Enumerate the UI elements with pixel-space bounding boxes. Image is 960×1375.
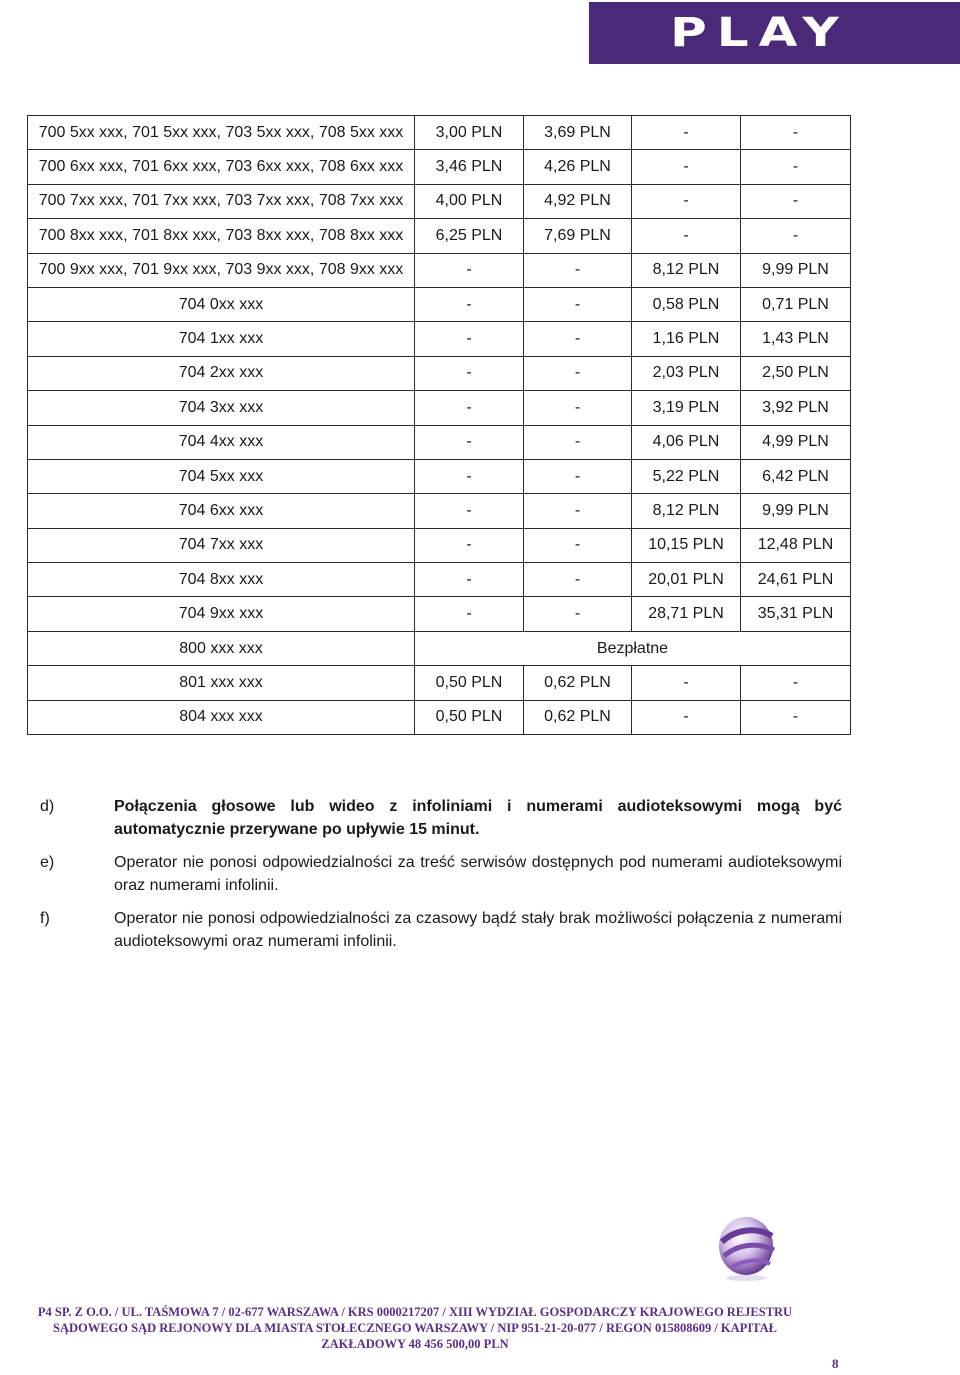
table-cell: 8,12 PLN — [632, 494, 741, 528]
table-cell: 8,12 PLN — [632, 253, 741, 287]
table-cell: - — [415, 494, 524, 528]
note-text: Operator nie ponosi odpowiedzialności za czasowy bądź stały brak możliwości połączenia z numerami audioteksowymi oraz numerami infolinii. — [114, 910, 842, 950]
table-cell: 0,50 PLN — [415, 700, 524, 734]
table-cell: 3,19 PLN — [632, 391, 741, 425]
note-text: Operator nie ponosi odpowiedzialności za treść serwisów dostępnych pod numerami audioteksowymi oraz numerami infolinii. — [114, 854, 842, 894]
table-cell: - — [415, 287, 524, 321]
table-cell: - — [415, 425, 524, 459]
table-cell: Bezpłatne — [415, 631, 851, 665]
table-cell: 0,50 PLN — [415, 666, 524, 700]
table-cell: 700 8xx xxx, 701 8xx xxx, 703 8xx xxx, 708 8xx xxx — [28, 219, 415, 253]
table-cell: 700 6xx xxx, 701 6xx xxx, 703 6xx xxx, 708 6xx xxx — [28, 150, 415, 184]
table-cell: 3,00 PLN — [415, 116, 524, 150]
table-cell: - — [741, 150, 851, 184]
note-text: Połączenia głosowe lub wideo z infoliniami i numerami audioteksowymi mogą być automatycznie przerywane po upływie 15 minut. — [114, 798, 842, 838]
table-cell: 35,31 PLN — [741, 597, 851, 631]
table-cell: - — [524, 459, 632, 493]
table-row — [28, 356, 851, 390]
table-cell: - — [524, 425, 632, 459]
table-cell: - — [415, 597, 524, 631]
table-cell: 704 7xx xxx — [28, 528, 415, 562]
footer-line: P4 SP. Z O.O. / UL. TAŚMOWA 7 / 02-677 WARSZAWA / KRS 0000217207 / XIII WYDZIAŁ GOSPODARCZY KRAJOWEGO REJESTRU — [37, 1305, 793, 1319]
table-cell: 0,62 PLN — [524, 666, 632, 700]
table-cell: - — [524, 356, 632, 390]
table-cell: - — [524, 322, 632, 356]
table-row — [28, 150, 851, 184]
rates-table-body — [28, 116, 851, 735]
play-swirl-logo-icon — [712, 1212, 780, 1284]
table-cell: - — [415, 356, 524, 390]
table-cell: 3,69 PLN — [524, 116, 632, 150]
table-cell: - — [415, 528, 524, 562]
table-cell: 1,43 PLN — [741, 322, 851, 356]
table-cell: - — [632, 700, 741, 734]
table-cell: 700 7xx xxx, 701 7xx xxx, 703 7xx xxx, 708 7xx xxx — [28, 184, 415, 218]
table-row — [28, 253, 851, 287]
table-cell: - — [741, 184, 851, 218]
table-cell: 3,92 PLN — [741, 391, 851, 425]
table-cell: 4,99 PLN — [741, 425, 851, 459]
rates-table — [27, 115, 851, 735]
table-row — [28, 700, 851, 734]
table-row — [28, 494, 851, 528]
table-cell: - — [415, 391, 524, 425]
table-row — [28, 459, 851, 493]
note-item — [40, 851, 842, 897]
table-row — [28, 287, 851, 321]
table-cell: - — [415, 563, 524, 597]
logo-text: PLAY — [670, 10, 849, 56]
table-row — [28, 219, 851, 253]
table-cell: 9,99 PLN — [741, 494, 851, 528]
table-cell: 700 5xx xxx, 701 5xx xxx, 703 5xx xxx, 708 5xx xxx — [28, 116, 415, 150]
table-cell: 704 2xx xxx — [28, 356, 415, 390]
table-cell: 704 4xx xxx — [28, 425, 415, 459]
company-footer — [0, 1304, 830, 1352]
table-cell: 3,46 PLN — [415, 150, 524, 184]
table-cell: 704 8xx xxx — [28, 563, 415, 597]
play-logo — [589, 2, 960, 64]
table-cell: 0,71 PLN — [741, 287, 851, 321]
table-cell: 24,61 PLN — [741, 563, 851, 597]
table-cell: 0,62 PLN — [524, 700, 632, 734]
table-cell: - — [632, 666, 741, 700]
table-cell: 9,99 PLN — [741, 253, 851, 287]
table-cell: - — [524, 597, 632, 631]
table-cell: 6,42 PLN — [741, 459, 851, 493]
table-cell: - — [741, 116, 851, 150]
table-cell: - — [415, 253, 524, 287]
table-cell: 704 3xx xxx — [28, 391, 415, 425]
table-cell: 0,58 PLN — [632, 287, 741, 321]
table-row — [28, 184, 851, 218]
table-cell: 7,69 PLN — [524, 219, 632, 253]
table-row — [28, 391, 851, 425]
table-cell: 2,03 PLN — [632, 356, 741, 390]
table-cell: - — [415, 459, 524, 493]
table-cell: - — [524, 391, 632, 425]
table-cell: - — [632, 184, 741, 218]
table-cell: - — [524, 287, 632, 321]
table-cell: 20,01 PLN — [632, 563, 741, 597]
table-cell: 800 xxx xxx — [28, 631, 415, 665]
footer-line: SĄDOWEGO SĄD REJONOWY DLA MIASTA STOŁECZNEGO WARSZAWY / NIP 951-21-20-077 / REGON 015808609 / KAPITAŁ — [53, 1321, 777, 1335]
note-letter: f) — [40, 910, 50, 927]
table-row — [28, 631, 851, 665]
table-cell: 6,25 PLN — [415, 219, 524, 253]
table-cell: 4,92 PLN — [524, 184, 632, 218]
note-letter: d) — [40, 798, 55, 815]
table-cell: - — [741, 666, 851, 700]
table-row — [28, 322, 851, 356]
table-row — [28, 528, 851, 562]
table-cell: 801 xxx xxx — [28, 666, 415, 700]
table-row — [28, 425, 851, 459]
table-cell: - — [524, 253, 632, 287]
notes-list — [40, 795, 842, 963]
table-cell: 704 1xx xxx — [28, 322, 415, 356]
table-cell: 1,16 PLN — [632, 322, 741, 356]
table-cell: 5,22 PLN — [632, 459, 741, 493]
table-cell: - — [632, 116, 741, 150]
table-cell: - — [632, 219, 741, 253]
table-cell: 2,50 PLN — [741, 356, 851, 390]
table-cell: - — [741, 700, 851, 734]
note-letter: e) — [40, 854, 55, 871]
table-cell: 704 9xx xxx — [28, 597, 415, 631]
table-cell: 804 xxx xxx — [28, 700, 415, 734]
note-item — [40, 795, 842, 841]
table-cell: 704 5xx xxx — [28, 459, 415, 493]
page-number: 8 — [832, 1356, 839, 1371]
table-cell: 704 6xx xxx — [28, 494, 415, 528]
table-cell: - — [524, 528, 632, 562]
table-cell: - — [741, 219, 851, 253]
table-cell: 28,71 PLN — [632, 597, 741, 631]
table-cell: 4,06 PLN — [632, 425, 741, 459]
table-row — [28, 563, 851, 597]
table-cell: - — [524, 563, 632, 597]
table-cell: 12,48 PLN — [741, 528, 851, 562]
table-row — [28, 666, 851, 700]
table-cell: - — [632, 150, 741, 184]
table-cell: 700 9xx xxx, 701 9xx xxx, 703 9xx xxx, 708 9xx xxx — [28, 253, 415, 287]
table-row — [28, 116, 851, 150]
table-cell: - — [415, 322, 524, 356]
table-cell: - — [524, 494, 632, 528]
table-cell: 4,00 PLN — [415, 184, 524, 218]
footer-line: ZAKŁADOWY 48 456 500,00 PLN — [321, 1337, 509, 1351]
table-row — [28, 597, 851, 631]
note-item — [40, 907, 842, 953]
table-cell: 10,15 PLN — [632, 528, 741, 562]
table-cell: 4,26 PLN — [524, 150, 632, 184]
table-cell: 704 0xx xxx — [28, 287, 415, 321]
